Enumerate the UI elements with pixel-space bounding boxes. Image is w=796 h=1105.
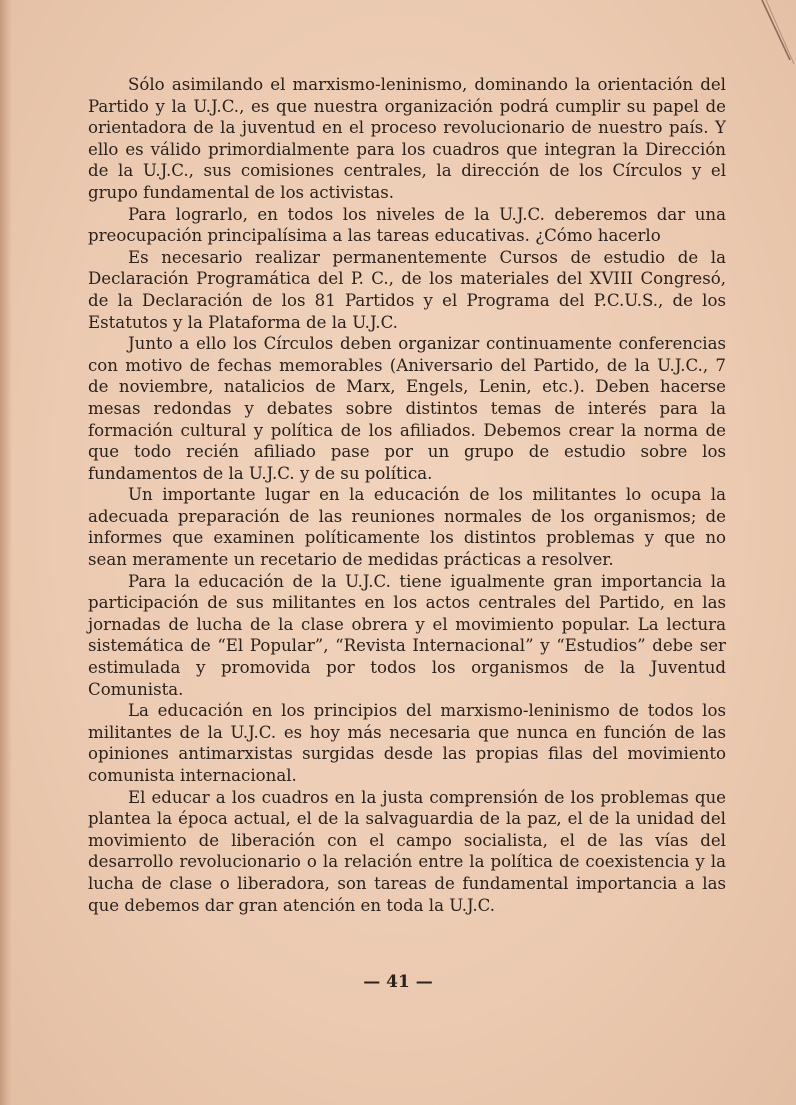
paragraph-5: Un importante lugar en la educación de los militantes lo ocupa la adecuada preparación de las reuniones normales de los organismos; de informes que examinen políticamente los distintos problemas y que no sean meramente un recetario de medidas prácticas a resolver. <box>88 485 726 570</box>
page-binding-shadow <box>0 0 12 1105</box>
paragraph-8: El educar a los cuadros en la justa comprensión de los problemas que plantea la época actual, el de la salvaguardia de la paz, el de la unidad del movimiento de liberación con el campo socialista, el de las vías del desarrollo revolucionario o la relación entre la política de coexistencia y la lucha de clase o liberadora, son tareas de fundamental importancia a las que debemos dar gran atención en toda la U.J.C. <box>88 787 726 915</box>
paragraph-3: Es necesario realizar permanentemente Cursos de estudio de la Declaración Programática del P. C., de los materiales del XVIII Congresó, de la Declaración de los 81 Partidos y el Programa del P.C.U.S., de los Estatutos y la Plataforma de la U.J.C. <box>88 247 726 332</box>
corner-crease-mark <box>756 0 796 70</box>
paragraph-4: Junto a ello los Círculos deben organizar continuamente conferencias con motivo de fechas memorables (Aniversario del Partido, de la U.J.C., 7 de noviembre, natalicios de Marx, Engels, Lenin, etc.). Deben hacerse mesas redondas y debates sobre distintos temas de interés para la formación cultural y política de los afiliados. Debemos crear la norma de que todo recién afiliado pase por un grupo de estudio sobre los fundamentos de la U.J.C. y de su política. <box>88 334 726 483</box>
paragraph-6: Para la educación de la U.J.C. tiene igualmente gran importancia la participación de sus militantes en los actos centrales del Partido, en las jornadas de lucha de la clase obrera y el movimiento popular. La lectura sistemática de “El Popular”, “Revista Internacional” y “Estudios” debe ser estimulada y promovida por todos los organismos de la Juventud Comunista. <box>88 571 726 699</box>
paragraph-1: Sólo asimilando el marxismo-leninismo, dominando la orientación del Partido y la U.J.C., es que nuestra organización podrá cumplir su papel de orientadora de la juventud en el proceso revolucionario de nuestro país. Y ello es válido primordialmente para los cuadros que integran la Dirección de la U.J.C., sus comisiones centrales, la dirección de los Círculos y el grupo fundamental de los activistas. <box>88 75 726 202</box>
paragraph-7: La educación en los principios del marxismo-leninismo de todos los militantes de la U.J.C. es hoy más necesaria que nunca en función de las opiniones antimarxistas surgidas desde las propias filas del movimiento comunista internacional. <box>88 701 726 785</box>
body-text <box>88 74 726 916</box>
page-number: — 41 — <box>363 972 433 992</box>
paragraph-2: Para lograrlo, en todos los niveles de la U.J.C. deberemos dar una preocupación principalísima a las tareas educativas. ¿Cómo hacerlo <box>88 204 726 246</box>
